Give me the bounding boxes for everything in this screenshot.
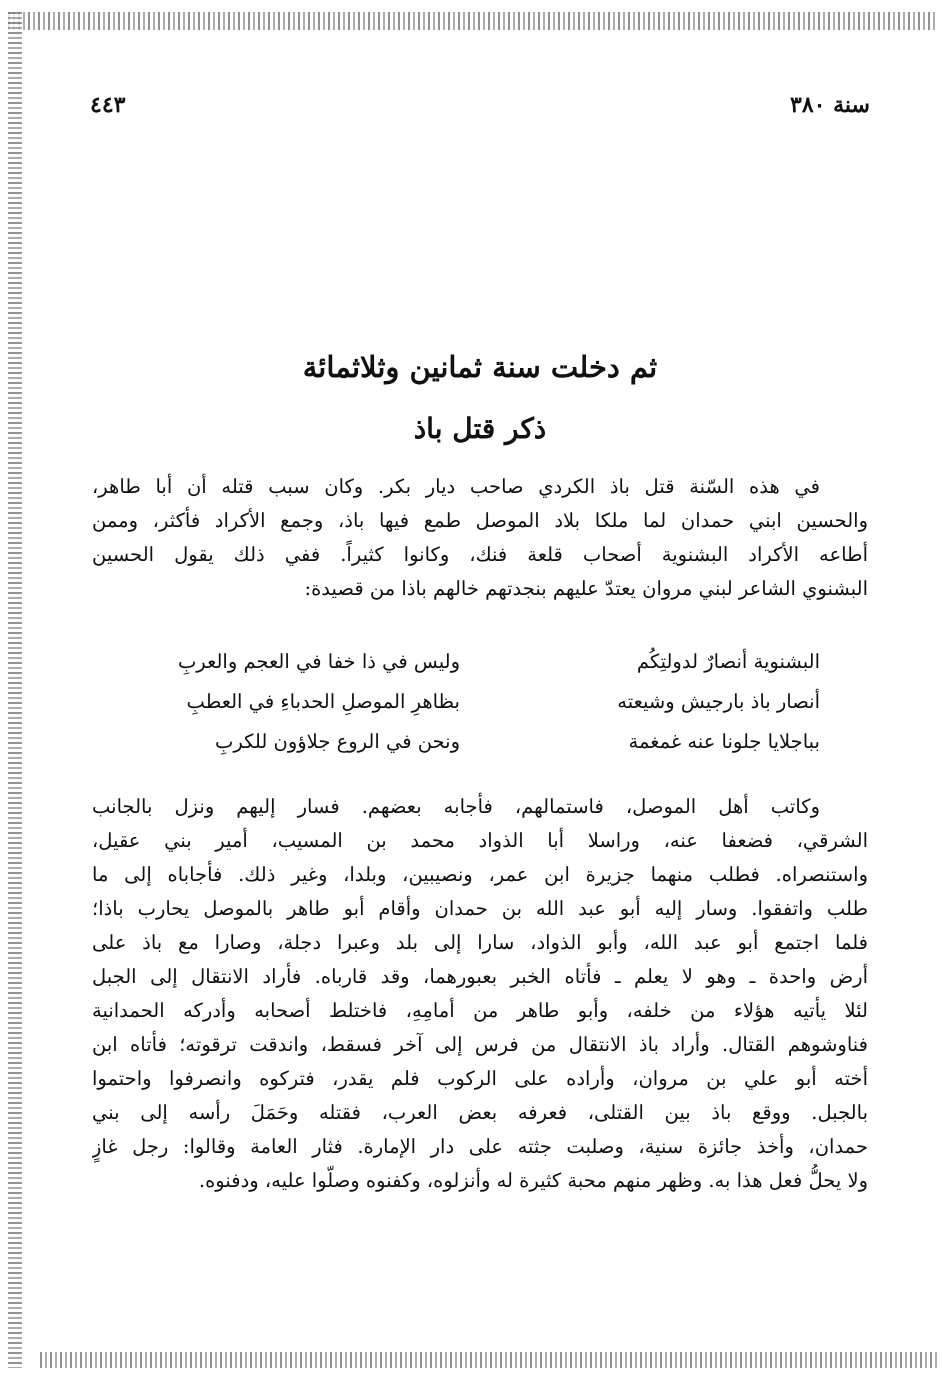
page-header <box>90 92 870 122</box>
poem <box>130 650 820 770</box>
page-border-bottom <box>40 1352 938 1368</box>
paragraph-line: البشنوي الشاعر لبني مروان يعتدّ عليهم بنجدتهم خالهم باذا من قصيدة: <box>304 577 868 600</box>
paragraph-2 <box>92 790 868 1198</box>
paragraph-line: لئلا يأتيه هؤلاء من خلفه، وأبو طاهر من أمامِهِ، فاختلط أصحابه وأدركه الحمدانية <box>92 999 868 1022</box>
paragraph-line: حمدان، وأخذ جائزة سنية، وصلبت جثته على دار الإمارة. فثار العامة وقالوا: رجل غازٍ <box>92 1135 868 1158</box>
paragraph-line: وكاتب أهل الموصل، فاستمالهم، فأجابه بعضهم. فسار إليهم ونزل بالجانب <box>92 795 820 818</box>
paragraph-line: والحسين ابني حمدان لما ملكا بلاد الموصل طمع فيها باذ، وجمع الأكراد فأكثر، وممن <box>92 509 868 532</box>
poem-first-hemistich: أنصار باذ بارجيش وشيعته <box>617 690 820 713</box>
poem-second-hemistich: ونحن في الروع جلاؤون للكربِ <box>215 730 460 753</box>
page-border-top <box>8 12 938 30</box>
paragraph-line: بالجبل. ووقع باذ بين القتلى، فعرفه بعض العرب، فقتله وحَمَلَ رأسه إلى بني <box>92 1101 868 1124</box>
paragraph-line: فلما اجتمع أبو عبد الله، وأبو الذواد، سارا إلى بلد وعبرا دجلة، وصارا مع باذ على <box>92 931 868 954</box>
poem-second-hemistich: وليس في ذا خفا في العجم والعربِ <box>177 650 460 673</box>
paragraph-line: واستنصراه. فطلب منهما جزيرة ابن عمر، ونصيبين، وبلدا، وغير ذلك. فأجاباه إلى ما <box>92 863 868 886</box>
poem-first-hemistich: بباجلايا جلونا عنه غمغمة <box>628 730 820 753</box>
poem-couplet <box>130 650 820 690</box>
paragraph-line: فناوشوهم القتال. وأراد باذ الانتقال من فرس إلى آخر فسقط، واندقت ترقوته؛ فأتاه ابن <box>92 1033 868 1056</box>
paragraph-line: في هذه السّنة قتل باذ الكردي صاحب ديار بكر. وكان سبب قتله أن أبا طاهر، <box>92 475 820 498</box>
paragraph-line: ولا يحلُّ فعل هذا به. وظهر منهم محبة كثيرة له وأنزلوه، وكفنوه وصلّوا عليه، ودفنوه. <box>198 1169 868 1192</box>
section-title: ذكر قتل باذ <box>413 412 547 445</box>
paragraph-line: طلب واتفقوا. وسار إليه أبو عبد الله بن حمدان وأقام أبو طاهر بالموصل يحارب باذا؛ <box>92 897 868 920</box>
paragraph-line: أطاعه الأكراد البشنوية أصحاب قلعة فنك، وكانوا كثيراً. ففي ذلك يقول الحسين <box>92 543 868 566</box>
running-head: سنة ٣٨٠ <box>790 92 870 118</box>
paragraph-1 <box>92 470 868 606</box>
poem-couplet <box>130 690 820 730</box>
poem-couplet <box>130 730 820 770</box>
paragraph-line: أخته أبو علي بن مروان، وأراده على الركوب فلم يقدر، فتركوه وانصرفوا واحتموا <box>92 1067 868 1090</box>
page-number: ٤٤٣ <box>90 92 126 118</box>
chapter-title: ثم دخلت سنة ثمانين وثلاثمائة <box>302 350 658 384</box>
poem-first-hemistich: البشنوية أنصارٌ لدولتِكُم <box>636 650 820 673</box>
poem-second-hemistich: بظاهرِ الموصلِ الحدباءِ في العطبِ <box>186 690 460 713</box>
paragraph-line: أرض واحدة ـ وهو لا يعلم ـ فأتاه الخبر بعبورهما، وقد قارباه. فأراد الانتقال إلى الجبل <box>92 965 868 988</box>
paragraph-line: الشرقي، فضعفا عنه، وراسلا أبا الذواد محمد بن المسيب، أمير بني عقيل، <box>92 829 868 852</box>
page-border-left <box>8 12 22 1368</box>
